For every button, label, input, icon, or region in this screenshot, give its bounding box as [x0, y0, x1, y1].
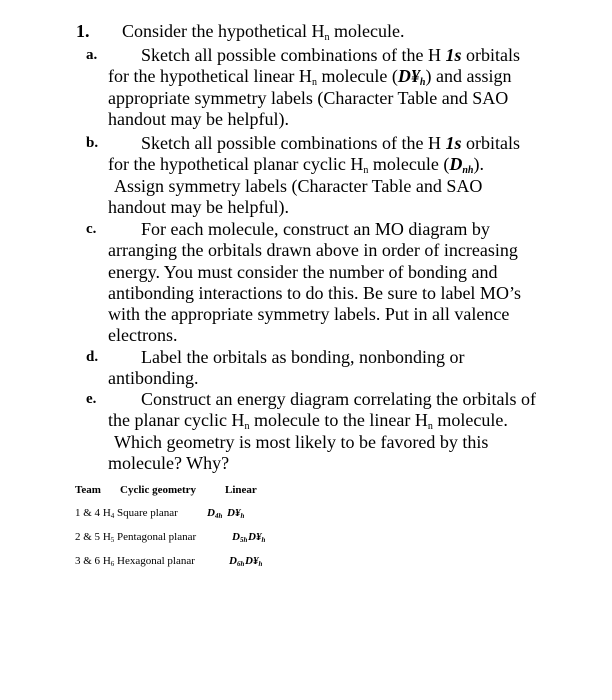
- part-c-line-3: energy. You must consider the number of bonding and: [108, 261, 498, 282]
- part-d: [86, 347, 548, 390]
- part-c-line-5: with the appropriate symmetry labels. Put in all valence: [108, 304, 510, 325]
- part-a-line-4: handout may be helpful).: [108, 108, 289, 129]
- part-c-line-1: For each molecule, construct an MO diagram by: [141, 219, 490, 239]
- part-b-line-2: for the hypothetical planar cyclic $H_n$ molecule $(D_{nh})$.: [108, 154, 484, 177]
- part-a-letter: a.: [86, 47, 98, 63]
- part-c: [86, 219, 548, 347]
- part-b-line-3: Assign symmetry labels (Character Table and SAO: [114, 175, 483, 196]
- question-number: 1.: [76, 21, 90, 41]
- part-a-line-1: Sketch all possible combinations of the H 1s orbitals: [141, 45, 520, 65]
- question-title: Consider the hypothetical $H_n$ molecule.: [122, 21, 405, 43]
- part-b-line-1: Sketch all possible combinations of the H 1s orbitals: [141, 133, 520, 153]
- document-page: 1. Consider the hypothetical $H_n$ molecule. a. Sketch all possible combinations of the H 1s orbitals for the hypothetical linear $H_n$ molecule $(D¥_h)$ and assign appropriate symmetry labels (Character Table and SAO handout may be helpful). b. Sketch all possible combinations of the H 1s orbitals for the hypothetical planar cyclic $H_n$ molecule $(D_{nh})$. Assign symmetry labels (Character Table and SAO handout may be helpful). c. For each molecule, construct an MO diagram by arranging the orbitals drawn above in order of increasing energy. You must consider the number of bonding and antibonding interactions to do this. Be sure to label MO’s with the appropriate symmetry labels. Put in all valence electrons. d. Label the orbitals as bonding, nonbonding or antibonding. e. Construct an energy diagram correlating the orbitals of the planar cyclic $H_n$ molecule to the linear $H_n$ molecule. Which geometry is most likely to be favored by this molecule? Why? Team Cyclic geometry Linear 1 & 4 $H_4$ Square planar $D_{4h}$ $D¥_h$ 2 & 5 $H_5$ Pentagonal planar $D_{5h}$ $D¥_h$ 3 & 6 $H_6$ Hexagonal planar $D_{6h}$ $D¥_h$: [0, 0, 612, 700]
- part-b: [86, 133, 548, 218]
- part-b-letter: b.: [86, 135, 99, 151]
- part-c-letter: c.: [86, 221, 97, 237]
- part-a: [86, 45, 548, 130]
- header-linear: Linear: [225, 484, 257, 496]
- part-a-line-2: for the hypothetical linear $H_n$ molecule $(D¥_h)$ and assign: [108, 66, 512, 89]
- part-b-line-4: handout may be helpful).: [108, 196, 289, 217]
- header-cyclic-geometry: Cyclic geometry: [120, 484, 197, 496]
- part-e-letter: e.: [86, 391, 97, 407]
- part-e-line-2: the planar cyclic $H_n$ molecule to the linear $H_n$ molecule.: [108, 410, 508, 433]
- part-e-line-4: molecule? Why?: [108, 452, 230, 473]
- part-a-line-3: appropriate symmetry labels (Character Table and SAO: [108, 87, 509, 108]
- part-d-letter: d.: [86, 349, 99, 365]
- part-e-line-1: Construct an energy diagram correlating the orbitals of: [141, 389, 537, 409]
- part-c-line-6: electrons.: [108, 325, 178, 346]
- part-e: [86, 389, 548, 474]
- header-team: Team: [75, 484, 101, 496]
- part-d-line-1: Label the orbitals as bonding, nonbonding or: [141, 347, 465, 367]
- part-d-line-2: antibonding.: [108, 368, 199, 389]
- part-c-line-4: antibonding interactions to do this. Be sure to label MO’s: [108, 282, 521, 303]
- part-c-line-2: arranging the orbitals drawn above in order of increasing: [108, 240, 518, 261]
- part-e-line-3: Which geometry is most likely to be favored by this: [114, 431, 489, 452]
